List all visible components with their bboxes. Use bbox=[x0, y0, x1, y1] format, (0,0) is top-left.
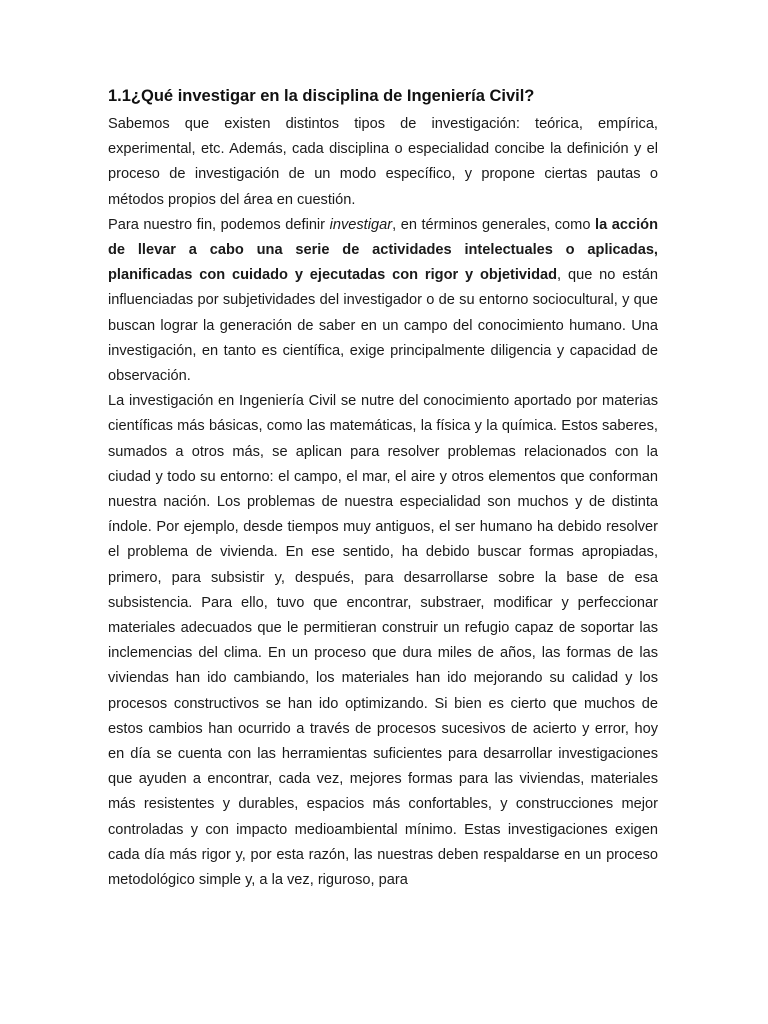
paragraph-civil-engineering: La investigación en Ingeniería Civil se nutre del conocimiento aportado por materias científicas más básicas, como las matemáticas, la física y la química. Estos saberes, sumados a otros más, se aplican para resolver problemas relacionados con la ciudad y todo su entorno: el campo, el mar, el aire y otros elementos que conforman nuestra nación. Los problemas de nuestra especialidad son muchos y de distinta índole. Por ejemplo, desde tiempos muy antiguos, el ser humano ha debido resolver el problema de vivienda. En ese sentido, ha debido buscar formas apropiadas, primero, para subsistir y, después, para desarrollarse sobre la base de esa subsistencia. Para ello, tuvo que encontrar, substraer, modificar y perfeccionar materiales adecuados que le permitieran construir un refugio capaz de soportar las inclemencias del clima. En un proceso que dura miles de años, las formas de las viviendas han ido cambiando, los materiales han ido mejorando su calidad y los procesos constructivos se han ido optimizando. Si bien es cierto que muchos de estos cambios han ocurrido a través de procesos sucesivos de acierto y error, hoy en día se cuenta con las herramientas suficientes para desarrollar investigaciones que ayuden a encontrar, cada vez, mejores formas para las viviendas, materiales más resistentes y durables, espacios más confortables, y construcciones mejor controladas y con impacto medioambiental mínimo. Estas investigaciones exigen cada día más rigor y, por esta razón, las nuestras deben respaldarse en un proceso metodológico simple y, a la vez, riguroso, para bbox=[108, 393, 658, 889]
paragraph-definition-text-1: Para nuestro fin, podemos definir bbox=[108, 216, 330, 233]
paragraph-definition-text-2: , en términos generales, como bbox=[392, 216, 596, 233]
bold-definition: la acción de llevar a cabo una serie de actividades intelectuales o aplicadas, planificadas con cuidado y ejecutadas con rigor y objetividad bbox=[108, 216, 658, 284]
paragraph-intro: Sabemos que existen distintos tipos de investigación: teórica, empírica, experimental, etc. Además, cada disciplina o especialidad concibe la definición y el proceso de investigación de un modo específico, y propone ciertas pautas o métodos propios del área en cuestión. bbox=[108, 116, 658, 208]
section-heading: 1.1¿Qué investigar en la disciplina de Ingeniería Civil? bbox=[108, 87, 535, 105]
paragraph-definition bbox=[108, 213, 658, 389]
document-page bbox=[108, 84, 658, 893]
italic-term: investigar bbox=[329, 216, 393, 233]
paragraph-definition-text-3: , que no están influenciadas por subjetividades del investigador o de su entorno sociocultural, y que buscan lograr la generación de saber en un campo del conocimiento humano. Una investigación, en tanto es científica, exige principalmente diligencia y capacidad de observación. bbox=[108, 267, 658, 385]
